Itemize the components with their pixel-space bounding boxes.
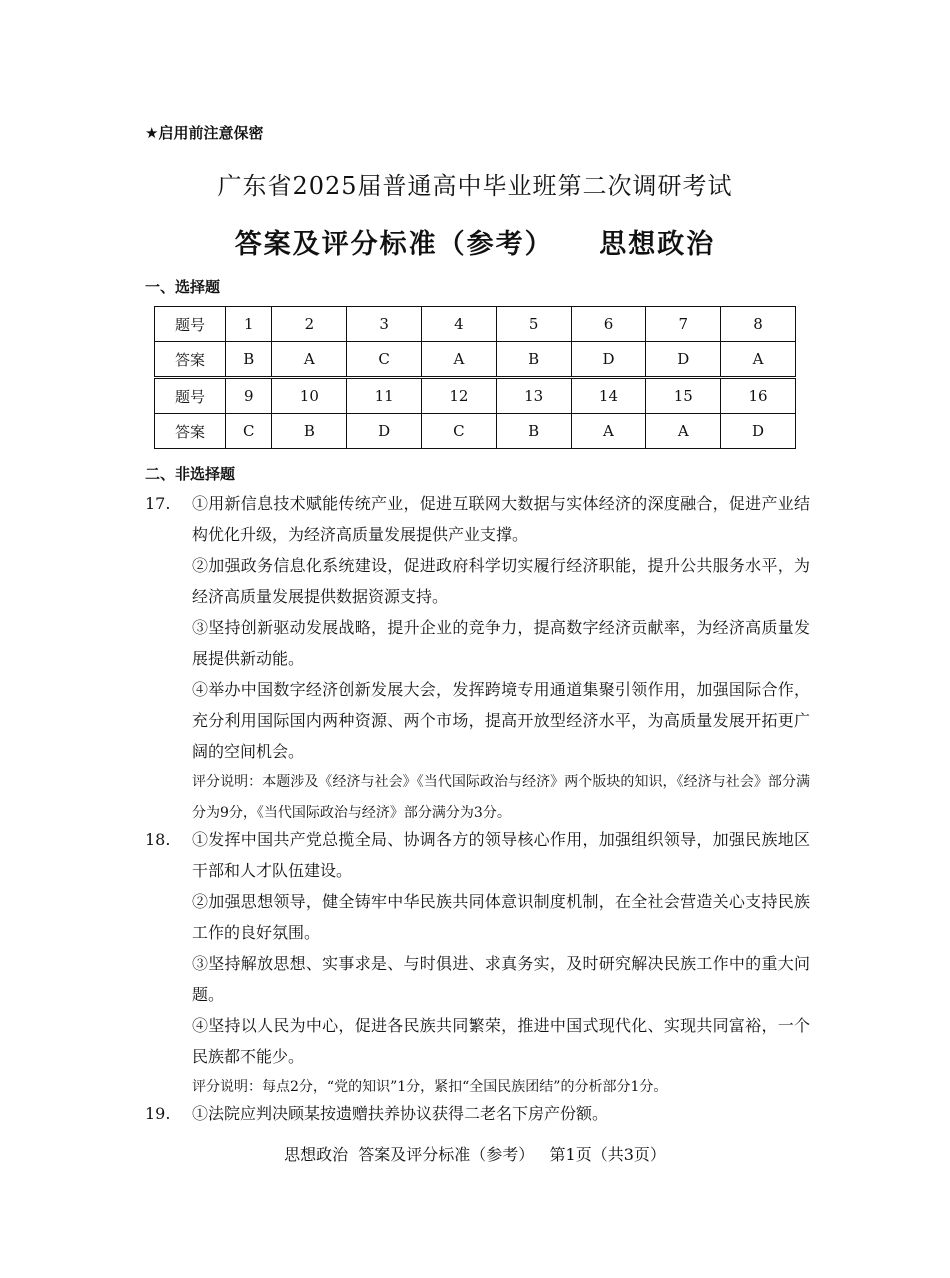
answer-point: ①法院应判决顾某按遗赠扶养协议获得二老名下房产份额。 (192, 1104, 609, 1123)
question-number: 15 (646, 378, 721, 414)
question-number-label: 18. (145, 830, 171, 849)
row-label-answer: 答案 (155, 414, 226, 449)
question-number: 8 (721, 307, 796, 342)
section-heading-open: 二、非选择题 (145, 465, 236, 483)
question-number: 3 (347, 307, 422, 342)
answer-cell: C (347, 342, 422, 378)
page-footer: 思想政治 答案及评分标准（参考） 第1页（共3页） (284, 1145, 666, 1164)
answer-cell: C (422, 414, 497, 449)
answer-point: ④坚持以人民为中心，促进各民族共同繁荣，推进中国式现代化、实现共同富裕，一个民族都不能少。 (192, 1016, 810, 1066)
question-number: 1 (226, 307, 272, 342)
confidential-notice: ★启用前注意保密 (145, 124, 264, 142)
row-label-number: 题号 (155, 378, 226, 414)
answer-cell: D (721, 414, 796, 449)
table-row (155, 342, 796, 378)
table-row (155, 307, 796, 342)
question-number-label: 19. (145, 1104, 171, 1123)
answer-cell: A (646, 414, 721, 449)
question-number: 4 (422, 307, 497, 342)
document-title: 答案及评分标准（参考） 思想政治 (234, 229, 716, 260)
question-number: 9 (226, 378, 272, 414)
question-18 (145, 824, 810, 1103)
answer-cell: A (721, 342, 796, 378)
question-19 (145, 1098, 810, 1129)
question-number: 13 (496, 378, 571, 414)
scoring-note: 评分说明：本题涉及《经济与社会》《当代国际政治与经济》两个版块的知识，《经济与社会》部分满分为9分，《当代国际政治与经济》部分满分为3分。 (192, 774, 810, 821)
answer-point: ②加强政务信息化系统建设，促进政府科学切实履行经济职能，提升公共服务水平，为经济高质量发展提供数据资源支持。 (192, 556, 810, 606)
question-number: 14 (571, 378, 646, 414)
answer-point: ①发挥中国共产党总揽全局、协调各方的领导核心作用，加强组织领导，加强民族地区干部和人才队伍建设。 (192, 830, 810, 880)
answer-cell: C (226, 414, 272, 449)
answer-cell: D (347, 414, 422, 449)
question-number: 2 (272, 307, 347, 342)
answer-cell: B (226, 342, 272, 378)
answer-point: ③坚持解放思想、实事求是、与时俱进、求真务实，及时研究解决民族工作中的重大问题。 (192, 954, 810, 1004)
answer-point: ②加强思想领导，健全铸牢中华民族共同体意识制度机制，在全社会营造关心支持民族工作的良好氛围。 (192, 892, 810, 942)
table-row (155, 414, 796, 449)
row-label-number: 题号 (155, 307, 226, 342)
table-row (155, 378, 796, 414)
answer-table (154, 306, 796, 449)
answer-point: ①用新信息技术赋能传统产业，促进互联网大数据与实体经济的深度融合，促进产业结构优化升级，为经济高质量发展提供产业支撑。 (192, 494, 810, 544)
answer-cell: B (496, 342, 571, 378)
question-number-label: 17. (145, 494, 171, 513)
answer-cell: A (272, 342, 347, 378)
answer-cell: D (646, 342, 721, 378)
question-number: 11 (347, 378, 422, 414)
question-number: 10 (272, 378, 347, 414)
question-number: 5 (496, 307, 571, 342)
exam-title: 广东省2025届普通高中毕业班第二次调研考试 (217, 172, 733, 200)
answer-cell: B (496, 414, 571, 449)
question-number: 6 (571, 307, 646, 342)
question-number: 7 (646, 307, 721, 342)
question-17 (145, 488, 810, 829)
answer-cell: A (571, 414, 646, 449)
answer-point: ③坚持创新驱动发展战略，提升企业的竞争力，提高数字经济贡献率，为经济高质量发展提供新动能。 (192, 618, 810, 668)
answer-cell: A (422, 342, 497, 378)
answer-cell: B (272, 414, 347, 449)
question-number: 12 (422, 378, 497, 414)
scoring-note: 评分说明：每点2分，“党的知识”1分，紧扣“全国民族团结”的分析部分1分。 (192, 1079, 668, 1095)
row-label-answer: 答案 (155, 342, 226, 378)
answer-cell: D (571, 342, 646, 378)
question-number: 16 (721, 378, 796, 414)
answer-point: ④举办中国数字经济创新发展大会，发挥跨境专用通道集聚引领作用，加强国际合作，充分利用国际国内两种资源、两个市场，提高开放型经济水平，为高质量发展开拓更广阔的空间机会。 (192, 680, 810, 761)
section-heading-choice: 一、选择题 (145, 278, 221, 296)
